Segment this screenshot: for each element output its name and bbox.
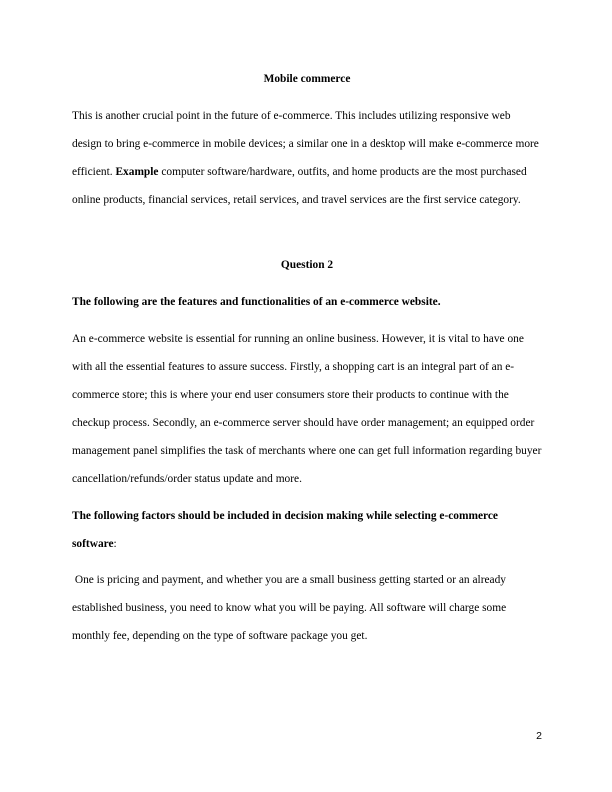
paragraph-text-after: computer software/hardware, outfits, and home products are the most purchased online products, financial services, retail services, and travel services are the first service category. [72,166,527,206]
paragraph-text-before: This is another crucial point in the future of e-commerce. This includes utilizing responsive web design to bring e-commerce in mobile devices; a similar one in a desktop will make e-commerce more efficient. [72,110,539,178]
heading-mobile-commerce: Mobile commerce [263,73,351,85]
page-number: 2 [536,730,542,742]
example-label: Example [115,166,159,178]
paragraph-mobile-commerce [72,102,542,214]
heading-question-2: Question 2 [280,259,334,271]
features-heading: The following are the features and functionalities of an e-commerce website. [72,296,441,308]
paragraph-pricing: One is pricing and payment, and whether you are a small business getting started or an already established business, you need to know what you will be paying. All software will charge some monthly fee, depending on the type of software package you get. [72,574,509,642]
factors-heading-text: The following factors should be included in decision making while selecting e-commerce software [72,510,498,550]
factors-colon: : [113,538,117,550]
factors-heading [72,502,542,558]
paragraph-features: An e-commerce website is essential for running an online business. However, it is vital to have one with all the essential features to assure success. Firstly, a shopping cart is an integral part of an e-commerce store; this is where your end user consumers store their products to continue with the checkup process. Secondly, an e-commerce server should have order management; an equipped order management panel simplifies the task of merchants where one can get full information regarding buyer cancellation/refunds/order status update and more. [72,333,542,485]
